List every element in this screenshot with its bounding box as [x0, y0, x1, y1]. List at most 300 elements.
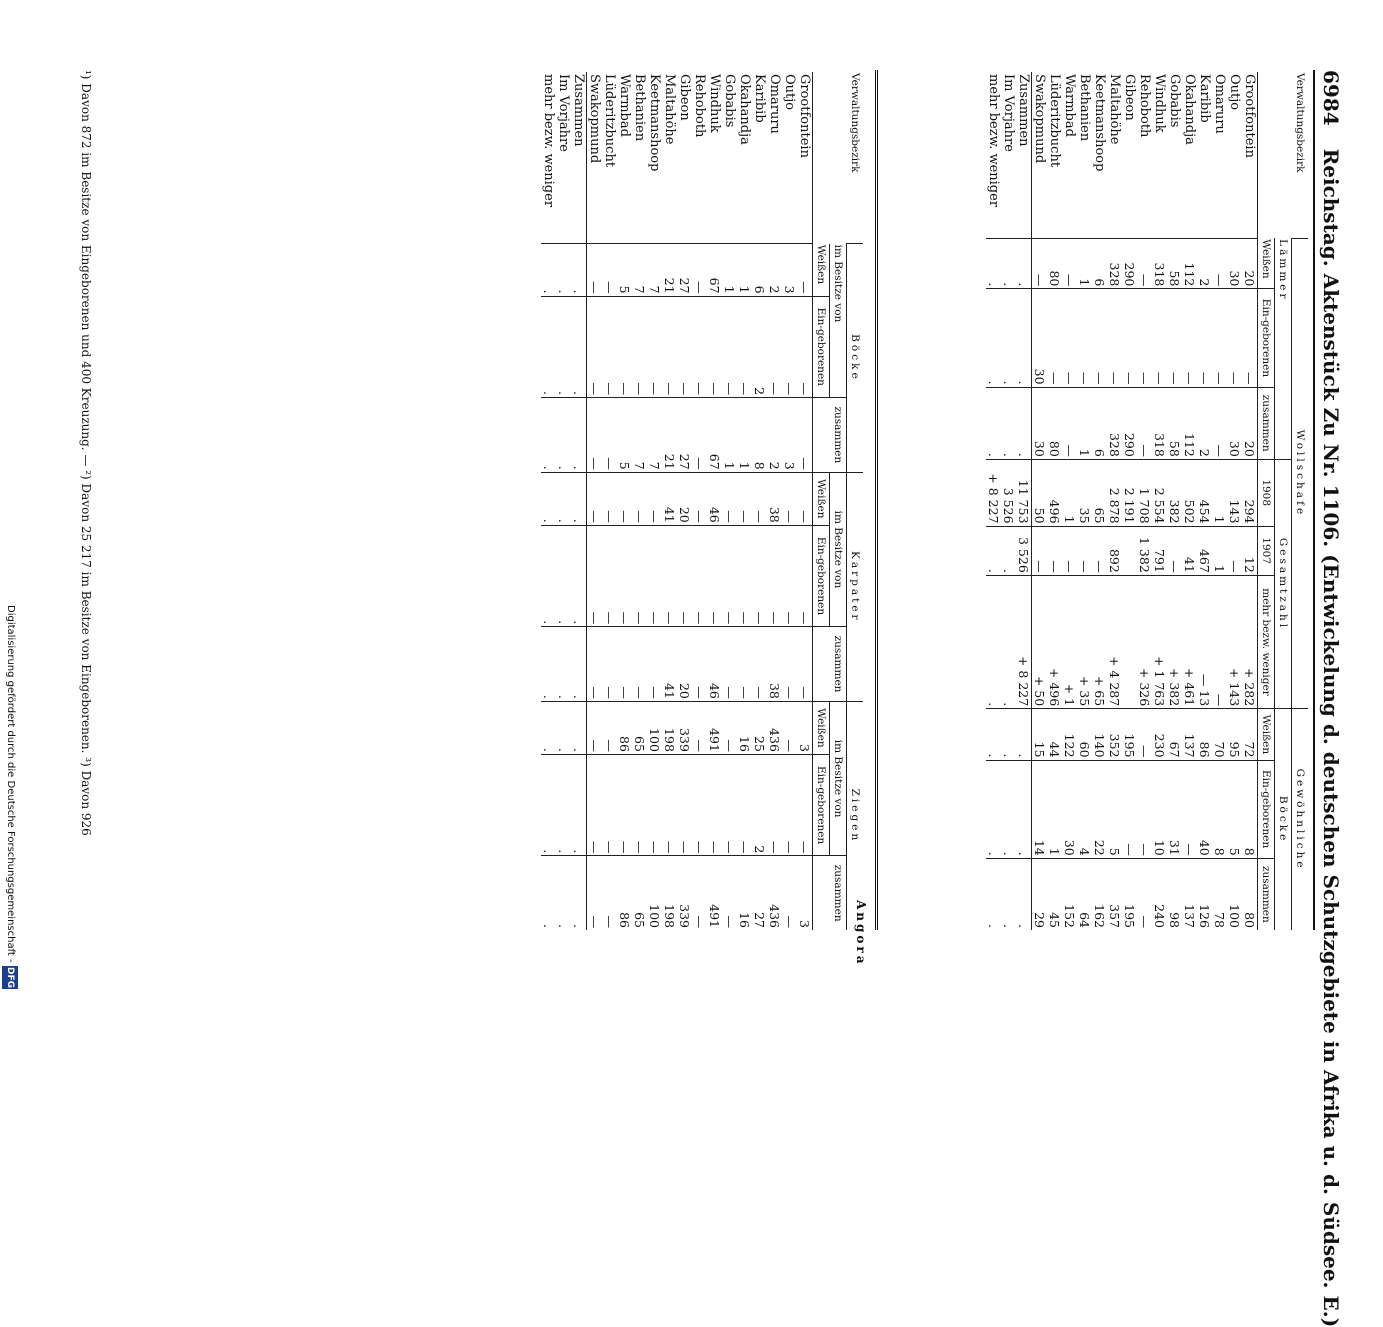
table-divider — [875, 70, 878, 930]
sidenote-text: Digitalisierung gefördert durch die Deutsche Forschungsgemeinschaft - — [5, 605, 16, 963]
value-cell: — — [662, 754, 677, 855]
table-row — [986, 72, 1001, 930]
value-cell: . — [541, 701, 556, 754]
value-cell: 467 — [1197, 526, 1212, 575]
district-cell: Windhuk — [707, 74, 722, 133]
value-cell: — — [1137, 289, 1152, 387]
value-cell: 70 — [1212, 709, 1227, 760]
value-cell: . — [571, 701, 587, 754]
value-cell: . — [1016, 289, 1032, 387]
value-cell: 1 — [737, 244, 752, 296]
value-cell: — — [1137, 858, 1152, 930]
district-cell: Keetmanshoop — [647, 74, 662, 172]
value-cell: 5 — [1107, 760, 1122, 858]
value-cell: — — [797, 398, 813, 473]
value-cell: + 8 227 — [986, 459, 1001, 526]
value-cell: — — [617, 754, 632, 855]
value-cell: 50 — [1032, 459, 1048, 526]
table-row — [602, 72, 617, 930]
zusammen-header: zusammen — [813, 856, 847, 930]
value-cell: — — [797, 754, 813, 855]
value-cell: — — [1212, 238, 1227, 289]
value-cell: 16 — [737, 856, 752, 930]
value-cell: 352 — [1107, 709, 1122, 760]
value-cell: 126 — [1197, 858, 1212, 930]
value-cell: — — [782, 296, 797, 397]
district-cell: Rehoboth — [1137, 74, 1152, 138]
value-cell: 230 — [1152, 709, 1167, 760]
value-cell: 78 — [1212, 858, 1227, 930]
table-row — [1227, 72, 1242, 930]
value-cell: 3 — [797, 701, 813, 754]
table-row — [1167, 72, 1182, 930]
value-cell: — — [692, 244, 707, 296]
value-cell: 60 — [1077, 709, 1092, 760]
value-cell: — — [602, 398, 617, 473]
value-cell: 65 — [1092, 459, 1107, 526]
value-cell: 27 — [752, 856, 767, 930]
value-cell: . — [986, 387, 1001, 459]
value-cell: — — [1212, 575, 1227, 708]
value-cell: 38 — [767, 627, 782, 702]
district-cell: Maltahöhe — [1107, 74, 1122, 145]
value-cell: 357 — [1107, 858, 1122, 930]
district-header: Verwaltungsbezirk — [813, 72, 864, 244]
value-cell: 7 — [647, 244, 662, 296]
value-cell: . — [541, 856, 556, 930]
value-cell: . — [1001, 709, 1016, 760]
table-row — [587, 72, 603, 930]
value-cell: — — [1047, 289, 1062, 387]
table-row — [1077, 72, 1092, 930]
value-cell: . — [556, 525, 571, 626]
value-cell: 86 — [617, 856, 632, 930]
eingeborenen-header: Ein-geborenen — [1258, 289, 1275, 387]
weissen-header: Weißen — [1258, 238, 1275, 289]
value-cell: 491 — [707, 701, 722, 754]
value-cell: — — [797, 627, 813, 702]
value-cell: 72 — [1242, 709, 1258, 760]
value-cell: 2 — [752, 754, 767, 855]
value-cell: — — [1212, 387, 1227, 459]
value-cell: 137 — [1182, 709, 1197, 760]
value-cell: . — [556, 754, 571, 855]
value-cell: 65 — [632, 701, 647, 754]
value-cell: . — [1001, 575, 1016, 708]
value-cell: 40 — [1197, 760, 1212, 858]
value-cell: 30 — [1227, 238, 1242, 289]
value-cell: — — [782, 754, 797, 855]
value-cell: 5 — [1227, 760, 1242, 858]
value-cell: — — [647, 296, 662, 397]
value-cell: 95 — [1227, 709, 1242, 760]
value-cell: — — [632, 754, 647, 855]
value-cell: . — [1016, 858, 1032, 930]
value-cell: 21 — [662, 244, 677, 296]
value-cell: — — [1137, 760, 1152, 858]
value-cell: — — [707, 296, 722, 397]
value-cell: — — [1092, 289, 1107, 387]
table-row — [782, 72, 797, 930]
district-cell: Gobabis — [722, 74, 737, 128]
value-cell: 152 — [1062, 858, 1077, 930]
value-cell: 58 — [1167, 387, 1182, 459]
value-cell: 198 — [662, 856, 677, 930]
value-cell: 2 554 — [1152, 459, 1167, 526]
table-row — [1092, 72, 1107, 930]
value-cell: — — [1047, 526, 1062, 575]
value-cell: 10 — [1152, 760, 1167, 858]
value-cell: + 8 227 — [1016, 575, 1032, 708]
district-cell: Im Vorjahre — [1001, 74, 1016, 152]
value-cell: 339 — [677, 701, 692, 754]
district-cell: Karibib — [752, 74, 767, 123]
value-cell: 80 — [1047, 238, 1062, 289]
value-cell: . — [571, 398, 587, 473]
value-cell: 15 — [1032, 709, 1048, 760]
value-cell: 45 — [1047, 858, 1062, 930]
value-cell: 20 — [1242, 387, 1258, 459]
value-cell: 328 — [1107, 387, 1122, 459]
value-cell: 3 — [797, 856, 813, 930]
district-header: Verwaltungsbezirk — [1258, 72, 1309, 238]
value-cell: 112 — [1182, 238, 1197, 289]
eingeborenen-header: Ein-geborenen — [813, 296, 830, 397]
value-cell: — — [1137, 238, 1152, 289]
value-cell: 35 — [1077, 459, 1092, 526]
value-cell: . — [986, 760, 1001, 858]
value-cell: — — [692, 472, 707, 525]
value-cell: 100 — [647, 701, 662, 754]
value-cell: + 1 — [1062, 575, 1077, 708]
value-cell: — — [1062, 526, 1077, 575]
value-cell: — — [1077, 526, 1092, 575]
value-cell: — — [677, 754, 692, 855]
value-cell: 1 — [737, 398, 752, 473]
value-cell: . — [556, 701, 571, 754]
value-cell: — — [722, 296, 737, 397]
value-cell: 3 — [782, 244, 797, 296]
value-cell: — — [617, 525, 632, 626]
value-cell: 100 — [1227, 858, 1242, 930]
value-cell: — — [602, 701, 617, 754]
value-cell: 2 878 — [1107, 459, 1122, 526]
district-cell: mehr bezw. weniger — [541, 74, 556, 208]
value-cell — [1122, 575, 1137, 708]
value-cell: 30 — [1227, 387, 1242, 459]
value-cell: 64 — [1077, 858, 1092, 930]
value-cell: . — [541, 754, 556, 855]
table-row — [1137, 72, 1152, 930]
district-cell: Warmbad — [617, 74, 632, 137]
gewoehnliche-header: Gewöhnliche — [1292, 709, 1309, 930]
value-cell: . — [986, 289, 1001, 387]
value-cell: . — [541, 398, 556, 473]
value-cell: — — [797, 525, 813, 626]
value-cell: — — [602, 525, 617, 626]
value-cell: 58 — [1167, 238, 1182, 289]
value-cell: — — [1092, 526, 1107, 575]
im-besitze-header: im Besitze von — [830, 244, 847, 398]
boecke-header: Böcke — [847, 244, 864, 473]
value-cell: — — [587, 701, 603, 754]
value-cell: — — [1227, 526, 1242, 575]
value-cell: 290 — [1122, 387, 1137, 459]
sheep-table-body — [986, 72, 1258, 930]
value-cell: — — [722, 525, 737, 626]
value-cell: 11 753 — [1016, 459, 1032, 526]
value-cell: 12 — [1242, 526, 1258, 575]
weissen-header: Weißen — [813, 244, 830, 296]
table-row — [1001, 72, 1016, 930]
eingeborenen-header: Ein-geborenen — [1258, 760, 1275, 858]
value-cell: . — [1016, 238, 1032, 289]
value-cell: — — [587, 856, 603, 930]
value-cell: — — [1167, 526, 1182, 575]
gesamtzahl-header: Gesamtzahl — [1275, 459, 1292, 708]
value-cell: — — [782, 472, 797, 525]
value-cell: 3 526 — [1016, 526, 1032, 575]
zusammen-header: zusammen — [1258, 387, 1275, 459]
value-cell: — — [1152, 289, 1167, 387]
table-row — [1182, 72, 1197, 930]
district-cell: Gibeon — [1122, 74, 1137, 121]
table-row — [1107, 72, 1122, 930]
value-cell: — — [752, 525, 767, 626]
value-cell: . — [556, 398, 571, 473]
value-cell: — — [632, 525, 647, 626]
district-cell: Keetmanshoop — [1092, 74, 1107, 172]
value-cell: . — [556, 856, 571, 930]
value-cell: 1 — [722, 398, 737, 473]
value-cell: — 13 — [1197, 575, 1212, 708]
table-row — [722, 72, 737, 930]
district-cell: Swakopmund — [1032, 74, 1047, 164]
value-cell: 41 — [662, 472, 677, 525]
district-cell: Zusammen — [1016, 72, 1032, 238]
ziegen-header: Ziegen — [847, 701, 864, 930]
value-cell: — — [707, 754, 722, 855]
value-cell: . — [541, 472, 556, 525]
value-cell: — — [587, 472, 603, 525]
year-1907-header: 1907 — [1258, 526, 1275, 575]
value-cell: . — [571, 754, 587, 855]
value-cell: 791 — [1152, 526, 1167, 575]
value-cell: + 496 — [1047, 575, 1062, 708]
table-row — [632, 72, 647, 930]
value-cell: — — [737, 627, 752, 702]
table-row — [752, 72, 767, 930]
district-cell: Im Vorjahre — [556, 74, 571, 152]
value-cell: — — [632, 472, 647, 525]
value-cell: — — [632, 296, 647, 397]
value-cell: . — [556, 244, 571, 296]
value-cell: — — [617, 296, 632, 397]
value-cell: . — [1016, 387, 1032, 459]
district-cell: mehr bezw. weniger — [986, 74, 1001, 208]
district-cell: Lüderitzbucht — [1047, 74, 1062, 168]
value-cell: 65 — [632, 856, 647, 930]
value-cell: — — [722, 627, 737, 702]
sheep-table — [986, 72, 1308, 930]
value-cell: . — [986, 709, 1001, 760]
value-cell: 30 — [1062, 760, 1077, 858]
zusammen-header: zusammen — [1258, 858, 1275, 930]
mehr-weniger-header: mehr bezw. weniger — [1258, 575, 1275, 708]
value-cell: — — [602, 296, 617, 397]
value-cell: — — [767, 754, 782, 855]
value-cell: . — [571, 856, 587, 930]
value-cell: — — [677, 525, 692, 626]
value-cell: — — [1032, 526, 1048, 575]
value-cell: . — [541, 627, 556, 702]
value-cell: — — [587, 398, 603, 473]
value-cell: — — [1062, 387, 1077, 459]
value-cell: 38 — [767, 472, 782, 525]
value-cell: 294 — [1242, 459, 1258, 526]
value-cell: — — [632, 627, 647, 702]
value-cell: 8 — [1242, 760, 1258, 858]
value-cell: — — [722, 856, 737, 930]
value-cell: 140 — [1092, 709, 1107, 760]
value-cell: — — [587, 296, 603, 397]
value-cell: 122 — [1062, 709, 1077, 760]
value-cell: 339 — [677, 856, 692, 930]
value-cell: 16 — [737, 701, 752, 754]
value-cell: 80 — [1242, 858, 1258, 930]
value-cell: 27 — [677, 398, 692, 473]
page-title: Reichstag. Aktenstück Zu Nr. 1106. (Entwickelung d. deutschen Schutzgebiete in Afrika u. d. Südsee. E.) — [1319, 148, 1343, 1327]
value-cell: 2 191 — [1122, 459, 1137, 526]
district-cell: Warmbad — [1062, 74, 1077, 137]
table-row — [737, 72, 752, 930]
weissen-header: Weißen — [813, 472, 830, 525]
table-row — [1122, 72, 1137, 930]
value-cell: 436 — [767, 856, 782, 930]
value-cell: 7 — [632, 398, 647, 473]
value-cell: 41 — [662, 627, 677, 702]
value-cell: . — [556, 627, 571, 702]
goats-table-body — [541, 72, 813, 930]
value-cell: — — [647, 525, 662, 626]
table-row — [1197, 72, 1212, 930]
value-cell: . — [1001, 858, 1016, 930]
value-cell: — — [1182, 760, 1197, 858]
value-cell: — — [797, 296, 813, 397]
value-cell: — — [677, 296, 692, 397]
value-cell: 22 — [1092, 760, 1107, 858]
value-cell: + 4 287 — [1107, 575, 1122, 708]
value-cell: — — [587, 754, 603, 855]
weissen-header: Weißen — [1258, 709, 1275, 760]
value-cell: + 1 763 — [1152, 575, 1167, 708]
value-cell: 1 — [722, 244, 737, 296]
year-1908-header: 1908 — [1258, 459, 1275, 526]
value-cell: 67 — [1167, 709, 1182, 760]
table-row — [1152, 72, 1167, 930]
value-cell: 318 — [1152, 238, 1167, 289]
district-cell: Omaruru — [1212, 74, 1227, 134]
value-cell: 3 — [782, 398, 797, 473]
dfg-logo: DFG — [2, 966, 18, 989]
karpater-header: Karpater — [847, 472, 864, 701]
value-cell: 502 — [1182, 459, 1197, 526]
boecke-header: Böcke — [1275, 709, 1292, 930]
value-cell: — — [767, 296, 782, 397]
table-row — [541, 72, 556, 930]
value-cell: — — [602, 754, 617, 855]
value-cell: 30 — [1032, 289, 1048, 387]
value-cell: 195 — [1122, 709, 1137, 760]
value-cell: 2 — [752, 296, 767, 397]
district-cell: Bethanien — [632, 74, 647, 142]
value-cell: — — [602, 627, 617, 702]
value-cell: 30 — [1032, 387, 1048, 459]
table-row — [1242, 72, 1258, 930]
value-cell: 2 — [767, 244, 782, 296]
value-cell: 86 — [1197, 709, 1212, 760]
value-cell: 5 — [617, 244, 632, 296]
value-cell: . — [571, 525, 587, 626]
district-cell: Outjo — [782, 74, 797, 111]
value-cell: — — [587, 627, 603, 702]
value-cell: — — [1242, 289, 1258, 387]
value-cell: 318 — [1152, 387, 1167, 459]
district-cell: Omaruru — [767, 74, 782, 134]
value-cell: 143 — [1227, 459, 1242, 526]
district-cell: Outjo — [1227, 74, 1242, 111]
value-cell: . — [1016, 709, 1032, 760]
value-cell: 290 — [1122, 238, 1137, 289]
value-cell: . — [556, 472, 571, 525]
value-cell: . — [541, 296, 556, 397]
page-header — [1319, 70, 1343, 1327]
value-cell: 491 — [707, 856, 722, 930]
value-cell: 162 — [1092, 858, 1107, 930]
wollschafe-header: Wollschafe — [1292, 238, 1309, 709]
value-cell: 7 — [647, 398, 662, 473]
value-cell: 29 — [1032, 858, 1048, 930]
value-cell: — — [1062, 289, 1077, 387]
value-cell: 44 — [1047, 709, 1062, 760]
value-cell: — — [1122, 289, 1137, 387]
value-cell: — — [722, 472, 737, 525]
value-cell: 3 526 — [1001, 459, 1016, 526]
table-row — [767, 72, 782, 930]
district-cell: Grootfontein — [1242, 74, 1257, 158]
value-cell: 46 — [707, 472, 722, 525]
value-cell: 14 — [1032, 760, 1048, 858]
district-cell: Gibeon — [677, 74, 692, 121]
table-row — [647, 72, 662, 930]
value-cell: — — [692, 856, 707, 930]
table-row — [1047, 72, 1062, 930]
value-cell: — — [617, 472, 632, 525]
value-cell: — — [692, 525, 707, 626]
eingeborenen-header: Ein-geborenen — [813, 525, 830, 626]
value-cell: 20 — [677, 472, 692, 525]
table-row — [707, 72, 722, 930]
value-cell: — — [1182, 289, 1197, 387]
value-cell: . — [986, 238, 1001, 289]
district-cell: Bethanien — [1077, 74, 1092, 142]
value-cell: + 282 — [1242, 575, 1258, 708]
value-cell: 436 — [767, 701, 782, 754]
value-cell: — — [692, 701, 707, 754]
value-cell: . — [571, 296, 587, 397]
im-besitze-header: im Besitze von — [830, 701, 847, 855]
value-cell: — — [1197, 289, 1212, 387]
